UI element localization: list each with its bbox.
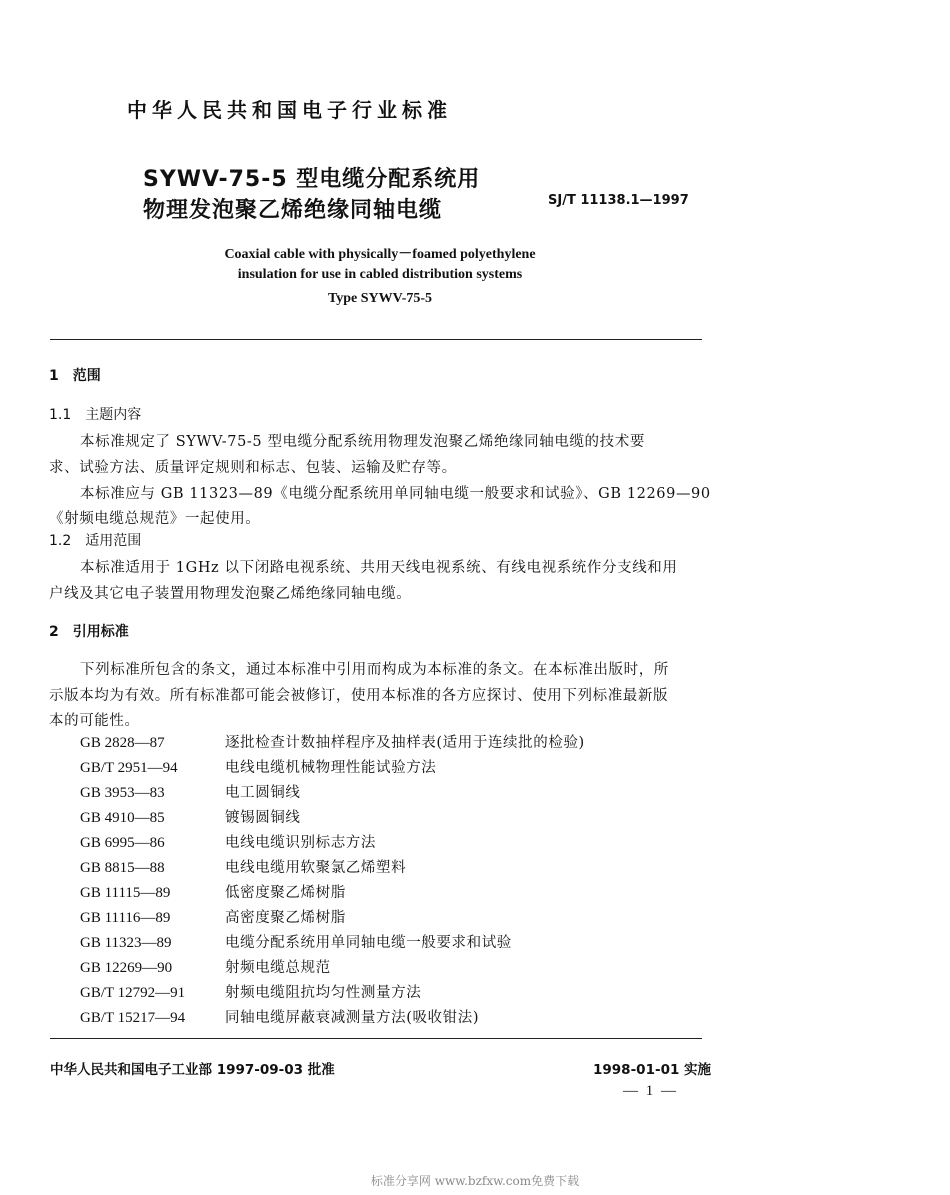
reference-row [80, 856, 585, 881]
reference-title: 电线电缆识别标志方法 [225, 835, 376, 851]
section2-intro-line1: 下列标准所包含的条文，通过本标准中引用而构成为本标准的条文。在本标准出版时，所 [80, 662, 669, 678]
title-en-line2: insulation for use in cabled distribution systems [237, 267, 523, 282]
reference-row [80, 956, 585, 981]
page-number: — 1 — [623, 1083, 678, 1099]
reference-title: 电线电缆用软聚氯乙烯塑料 [225, 860, 407, 876]
reference-code: GB 3953—83 [80, 785, 165, 801]
section1-1-para2-line1: 本标准应与 GB 11323—89《电缆分配系统用单同轴电缆一般要求和试验》、GB 12269—90 [80, 486, 711, 502]
title-zh-line1: SYWV-75-5 型电缆分配系统用 [143, 167, 481, 192]
reference-code: GB/T 12792—91 [80, 985, 186, 1001]
reference-row [80, 806, 585, 831]
reference-row [80, 1006, 585, 1031]
reference-row [80, 731, 585, 756]
reference-title: 电工圆铜线 [225, 785, 301, 801]
reference-row [80, 831, 585, 856]
reference-row [80, 931, 585, 956]
reference-row [80, 906, 585, 931]
reference-code: GB 11116—89 [80, 910, 171, 926]
title-en-line1: Coaxial cable with physically－foamed polyethylene [224, 247, 536, 262]
reference-row [80, 756, 585, 781]
section2-heading: 2 引用标准 [49, 624, 129, 640]
section1-2-para-line2: 户线及其它电子装置用物理发泡聚乙烯绝缘同轴电缆。 [49, 586, 412, 602]
title-en-line3: Type SYWV-75-5 [327, 291, 433, 306]
section2-intro-line2: 示版本均为有效。所有标准都可能会被修订，使用本标准的各方应探讨、使用下列标准最新版 [49, 688, 669, 704]
implementation-date: 1998-01-01 实施 [593, 1062, 712, 1078]
reference-title: 电缆分配系统用单同轴电缆一般要求和试验 [225, 935, 512, 951]
section1-1-heading: 1.1 主题内容 [49, 407, 142, 423]
reference-row [80, 781, 585, 806]
section1-1-para1-line2: 求、试验方法、质量评定规则和标志、包装、运输及贮存等。 [49, 460, 457, 476]
reference-title: 低密度聚乙烯树脂 [225, 885, 346, 901]
title-zh-line2: 物理发泡聚乙烯绝缘同轴电缆 [143, 198, 443, 223]
reference-title: 逐批检查计数抽样程序及抽样表(适用于连续批的检验) [225, 735, 585, 751]
section1-2-heading: 1.2 适用范围 [49, 533, 142, 549]
reference-code: GB 11115—89 [80, 885, 171, 901]
section1-2-para-line1: 本标准适用于 1GHz 以下闭路电视系统、共用天线电视系统、有线电视系统作分支线和用 [80, 560, 678, 576]
reference-title: 高密度聚乙烯树脂 [225, 910, 346, 926]
standard-number: SJ/T 11138.1—1997 [548, 193, 689, 208]
watermark: 标准分享网 www.bzfxw.com免费下载 [370, 1174, 580, 1188]
reference-code: GB 2828—87 [80, 735, 165, 751]
reference-code: GB 11323—89 [80, 935, 172, 951]
reference-code: GB 4910—85 [80, 810, 165, 826]
reference-code: GB/T 2951—94 [80, 760, 178, 776]
standard-category: 中华人民共和国电子行业标准 [127, 98, 452, 122]
reference-code: GB 6995—86 [80, 835, 165, 851]
reference-list [80, 731, 585, 1031]
reference-code: GB 8815—88 [80, 860, 165, 876]
reference-title: 同轴电缆屏蔽衰减测量方法(吸收钳法) [225, 1010, 480, 1026]
reference-title: 电线电缆机械物理性能试验方法 [225, 760, 437, 776]
reference-code: GB/T 15217—94 [80, 1010, 186, 1026]
section1-heading: 1 范围 [49, 368, 101, 384]
footer-divider [50, 1038, 702, 1039]
reference-row [80, 981, 585, 1006]
reference-title: 射频电缆阻抗均匀性测量方法 [225, 985, 422, 1001]
reference-row [80, 881, 585, 906]
section1-1-para2-line2: 《射频电缆总规范》一起使用。 [49, 511, 261, 527]
header-divider [50, 339, 702, 340]
section1-1-para1-line1: 本标准规定了 SYWV-75-5 型电缆分配系统用物理发泡聚乙烯绝缘同轴电缆的技术要 [80, 434, 645, 450]
reference-title: 射频电缆总规范 [225, 960, 331, 976]
approval-line: 中华人民共和国电子工业部 1997-09-03 批准 [50, 1062, 335, 1078]
reference-code: GB 12269—90 [80, 960, 173, 976]
reference-title: 镀锡圆铜线 [225, 810, 301, 826]
section2-intro-line3: 本的可能性。 [49, 713, 140, 729]
